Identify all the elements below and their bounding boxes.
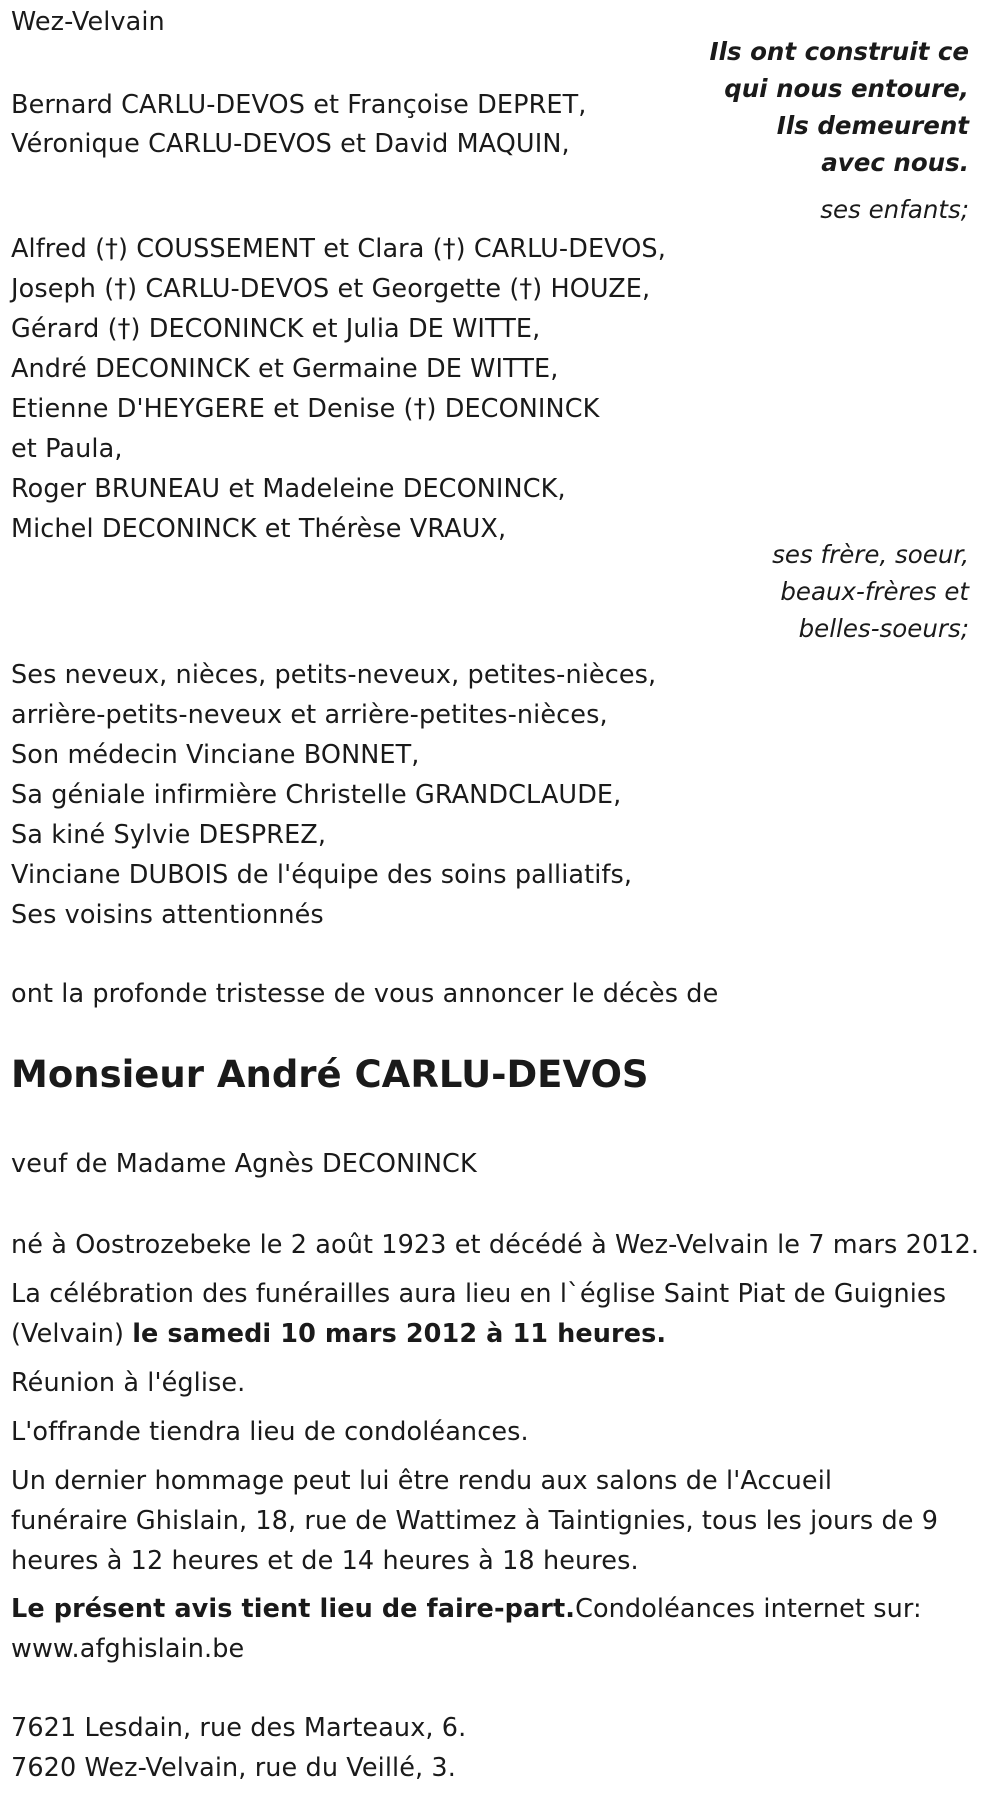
funeral-line-2	[11, 1314, 666, 1354]
widower-of: veuf de Madame Agnès DECONINCK	[11, 1149, 477, 1179]
other-line: Sa géniale infirmière Christelle GRANDCLAUDE,	[11, 780, 622, 810]
sibling-line: Joseph (†) CARLU-DEVOS et Georgette (†) HOUZE,	[11, 274, 651, 304]
deceased-name: Monsieur André CARLU-DEVOS	[11, 1053, 649, 1096]
sibling-line: Roger BRUNEAU et Madeleine DECONINCK,	[11, 474, 566, 504]
homage-line: Un dernier hommage peut lui être rendu aux salons de l'Accueil	[11, 1466, 833, 1496]
siblings-label-line: ses frère, soeur,	[772, 540, 969, 569]
funeral-place: (Velvain)	[11, 1319, 133, 1349]
quote-block	[709, 33, 969, 181]
other-line: Ses voisins attentionnés	[11, 900, 324, 930]
siblings-label-line: belles-soeurs;	[798, 614, 969, 643]
other-line: Ses neveux, nièces, petits-neveux, petites-nièces,	[11, 660, 657, 690]
sibling-line: André DECONINCK et Germaine DE WITTE,	[11, 354, 559, 384]
location-header: Wez-Velvain	[11, 7, 165, 37]
funeral-line-1: La célébration des funérailles aura lieu en l`église Saint Piat de Guignies	[11, 1279, 947, 1309]
homage-line: heures à 12 heures et de 14 heures à 18 heures.	[11, 1546, 639, 1576]
child-line: Bernard CARLU-DEVOS et Françoise DEPRET,	[11, 90, 587, 120]
obituary-document	[11, 0, 991, 1804]
sibling-line: Alfred (†) COUSSEMENT et Clara (†) CARLU-DEVOS,	[11, 234, 666, 264]
sibling-line: et Paula,	[11, 434, 123, 464]
address-line: 7620 Wez-Velvain, rue du Veillé, 3.	[11, 1753, 456, 1783]
notice-rest: Condoléances internet sur:	[575, 1594, 922, 1624]
quote-line: avec nous.	[821, 148, 969, 177]
other-line: Son médecin Vinciane BONNET,	[11, 740, 420, 770]
other-line: Sa kiné Sylvie DESPREZ,	[11, 820, 327, 850]
quote-line: qui nous entoure,	[724, 74, 969, 103]
sibling-line: Etienne D'HEYGERE et Denise (†) DECONINCK	[11, 394, 600, 424]
address-line: 7621 Lesdain, rue des Marteaux, 6.	[11, 1713, 467, 1743]
notice-bold: Le présent avis tient lieu de faire-part.	[11, 1594, 576, 1624]
funeral-date: le samedi 10 mars 2012 à 11 heures.	[132, 1319, 667, 1349]
child-line: Véronique CARLU-DEVOS et David MAQUIN,	[11, 129, 570, 159]
siblings-label-line: beaux-frères et	[780, 577, 969, 606]
quote-line: Ils ont construit ce	[709, 37, 969, 66]
sibling-line: Gérard (†) DECONINCK et Julia DE WITTE,	[11, 314, 541, 344]
children-label: ses enfants;	[820, 195, 969, 224]
other-line: Vinciane DUBOIS de l'équipe des soins palliatifs,	[11, 860, 633, 890]
sibling-line: Michel DECONINCK et Thérèse VRAUX,	[11, 514, 507, 544]
offering: L'offrande tiendra lieu de condoléances.	[11, 1417, 529, 1447]
siblings-label	[772, 536, 969, 647]
other-line: arrière-petits-neveux et arrière-petites-nièces,	[11, 700, 608, 730]
announcement: ont la profonde tristesse de vous annoncer le décès de	[11, 979, 719, 1009]
homage-line: funéraire Ghislain, 18, rue de Wattimez à Taintignies, tous les jours de 9	[11, 1506, 939, 1536]
notice-line	[11, 1589, 922, 1629]
website-link[interactable]: www.afghislain.be	[11, 1634, 245, 1664]
birth-death: né à Oostrozebeke le 2 août 1923 et décédé à Wez-Velvain le 7 mars 2012.	[11, 1230, 980, 1260]
meeting: Réunion à l'église.	[11, 1368, 246, 1398]
quote-line: Ils demeurent	[776, 111, 969, 140]
